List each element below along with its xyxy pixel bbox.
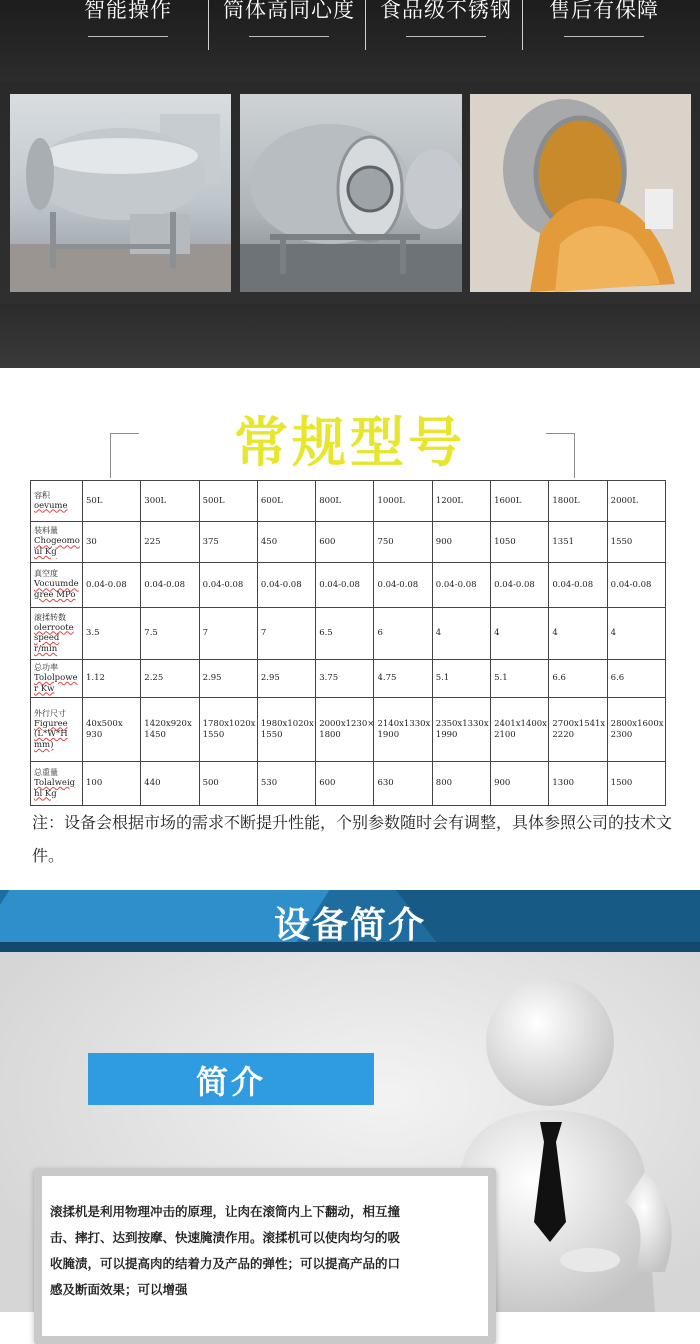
spec-cell: 7 xyxy=(199,608,257,660)
spec-cell: 30 xyxy=(83,522,141,563)
spec-cell: 375 xyxy=(199,522,257,563)
spec-cell: 800 xyxy=(432,762,490,806)
spec-cell: 0.04-0.08 xyxy=(432,563,490,608)
feature-divider xyxy=(522,0,523,50)
spec-row-label xyxy=(31,660,83,698)
spec-label-cn: 滚揉转数 xyxy=(34,612,66,622)
spec-label-cn: 总功率 xyxy=(34,662,58,672)
spec-row xyxy=(31,563,666,608)
spec-cell: 225 xyxy=(141,522,199,563)
spec-cell: 1.12 xyxy=(83,660,141,698)
spec-note: 注：设备会根据市场的需求不断提升性能，个别参数随时会有调整，具体参照公司的技术文件。 xyxy=(32,813,673,865)
spec-cell: 2.95 xyxy=(257,660,315,698)
spec-row xyxy=(31,481,666,522)
spec-cell: 1300 xyxy=(549,762,607,806)
tumbler-photo-side xyxy=(10,94,231,292)
spec-label-en: Chogeomo ul Kg xyxy=(34,536,80,557)
spec-cell: 7 xyxy=(257,608,315,660)
spec-cell: 3.5 xyxy=(83,608,141,660)
spec-cell: 4 xyxy=(549,608,607,660)
spec-label-cn: 总重量 xyxy=(34,767,58,777)
intro-description: 滚揉机是利用物理冲击的原理，让肉在滚筒内上下翻动，相互撞击、摔打、达到按摩、快速腌渍作用。滚揉机可以使肉均匀的吸收腌渍，可以提高肉的结着力及产品的弹性；可以提高产品的口感及断面效果；可以增强 xyxy=(50,1204,401,1297)
spec-cell: 600 xyxy=(316,522,374,563)
spec-cell: 800L xyxy=(316,481,374,522)
spec-cell: 2700x1541x 2220 xyxy=(549,698,607,762)
spec-row-label xyxy=(31,608,83,660)
spec-row xyxy=(31,698,666,762)
feature-item xyxy=(368,0,524,58)
spec-table xyxy=(30,480,666,806)
spec-row xyxy=(31,660,666,698)
spec-cell: 300L xyxy=(141,481,199,522)
spec-cell: 4 xyxy=(432,608,490,660)
feature-item xyxy=(211,0,367,58)
spec-label-cn: 真空度 xyxy=(34,569,58,579)
spec-cell: 0.04-0.08 xyxy=(199,563,257,608)
spec-cell: 5.1 xyxy=(491,660,549,698)
spec-cell: 750 xyxy=(374,522,432,563)
spec-label-en: Tololpowe r Kw xyxy=(34,672,78,694)
features-band xyxy=(0,0,700,82)
spec-cell: 4 xyxy=(491,608,549,660)
spec-row-label xyxy=(31,698,83,762)
feature-underline xyxy=(249,36,329,37)
feature-item xyxy=(50,0,206,58)
spec-cell: 1780x1020x 1550 xyxy=(199,698,257,762)
spec-cell: 600 xyxy=(316,762,374,806)
intro-tag-label: 简介 xyxy=(195,1063,266,1101)
tumbler-photo-front xyxy=(240,94,462,292)
spec-cell: 2140x1330x 1900 xyxy=(374,698,432,762)
spec-cell: 2.95 xyxy=(199,660,257,698)
spec-cell: 7.5 xyxy=(141,608,199,660)
spec-cell: 50L xyxy=(83,481,141,522)
spec-row xyxy=(31,762,666,806)
feature-underline xyxy=(88,36,168,37)
feature-label: 智能操作 xyxy=(84,0,172,22)
feature-divider xyxy=(208,0,209,50)
spec-cell: 0.04-0.08 xyxy=(491,563,549,608)
spec-row xyxy=(31,608,666,660)
feature-underline xyxy=(564,36,644,37)
spec-cell: 0.04-0.08 xyxy=(549,563,607,608)
feature-label: 筒体高同心度 xyxy=(223,0,355,22)
spec-cell: 900 xyxy=(432,522,490,563)
spec-cell: 0.04-0.08 xyxy=(316,563,374,608)
spec-label-en: Tolalweig hl Kg xyxy=(34,777,76,799)
spec-cell: 500 xyxy=(199,762,257,806)
spec-cell: 1980x1020x 1550 xyxy=(257,698,315,762)
dark-divider-band xyxy=(0,304,700,368)
spec-cell: 630 xyxy=(374,762,432,806)
spec-cell: 530 xyxy=(257,762,315,806)
spec-cell: 1351 xyxy=(549,522,607,563)
spec-cell: 900 xyxy=(491,762,549,806)
spec-cell: 2000x1230× 1800 xyxy=(316,698,374,762)
spec-row-label xyxy=(31,522,83,563)
spec-cell: 4.75 xyxy=(374,660,432,698)
spec-cell: 1050 xyxy=(491,522,549,563)
spec-row-label xyxy=(31,481,83,522)
spec-row-label xyxy=(31,762,83,806)
photo-strip xyxy=(0,82,700,304)
spec-row xyxy=(31,522,666,563)
spec-cell: 1550 xyxy=(607,522,665,563)
spec-label-en: Figuree (L*W*H mm) xyxy=(34,718,68,750)
spec-label-en: oevume xyxy=(34,500,68,511)
spec-cell: 0.04-0.08 xyxy=(83,563,141,608)
spec-cell: 2350x1330x 1990 xyxy=(432,698,490,762)
spec-cell: 6.6 xyxy=(607,660,665,698)
spec-cell: 100 xyxy=(83,762,141,806)
spec-cell: 6.6 xyxy=(549,660,607,698)
spec-label-cn: 装料量 xyxy=(34,526,58,536)
feature-item xyxy=(526,0,682,58)
spec-label-en: olerroote speed r/min xyxy=(34,622,74,654)
spec-cell: 440 xyxy=(141,762,199,806)
spec-cell: 1800L xyxy=(549,481,607,522)
spec-cell: 0.04-0.08 xyxy=(607,563,665,608)
spec-cell: 2800x1600x 2300 xyxy=(607,698,665,762)
spec-cell: 1500 xyxy=(607,762,665,806)
spec-cell: 1200L xyxy=(432,481,490,522)
feature-divider xyxy=(365,0,366,50)
spec-label-en: Vocuumde gree MPo xyxy=(34,579,79,600)
spec-cell: 6 xyxy=(374,608,432,660)
feature-label: 食品级不锈钢 xyxy=(380,0,512,22)
feature-underline xyxy=(406,36,486,37)
tumbler-photo-loaded xyxy=(470,94,691,292)
spec-label-cn: 容积 xyxy=(34,490,50,500)
spec-cell: 2401x1400x 2100 xyxy=(491,698,549,762)
spec-cell: 1600L xyxy=(491,481,549,522)
spec-row-label xyxy=(31,563,83,608)
spec-cell: 0.04-0.08 xyxy=(141,563,199,608)
spec-cell: 5.1 xyxy=(432,660,490,698)
spec-cell: 2000L xyxy=(607,481,665,522)
spec-cell: 2.25 xyxy=(141,660,199,698)
spec-cell: 1420x920x 1450 xyxy=(141,698,199,762)
spec-cell: 0.04-0.08 xyxy=(257,563,315,608)
spec-cell: 4 xyxy=(607,608,665,660)
spec-cell: 450 xyxy=(257,522,315,563)
section-title: 设备简介 xyxy=(273,905,426,946)
feature-label: 售后有保障 xyxy=(549,0,659,22)
spec-cell: 0.04-0.08 xyxy=(374,563,432,608)
spec-cell: 500L xyxy=(199,481,257,522)
spec-cell: 1000L xyxy=(374,481,432,522)
spec-cell: 600L xyxy=(257,481,315,522)
spec-cell: 40x500x 930 xyxy=(83,698,141,762)
spec-cell: 3.75 xyxy=(316,660,374,698)
spec-label-cn: 外行尺寸 xyxy=(34,708,66,718)
spec-heading: 常规型号 xyxy=(234,411,466,474)
spec-cell: 6.5 xyxy=(316,608,374,660)
